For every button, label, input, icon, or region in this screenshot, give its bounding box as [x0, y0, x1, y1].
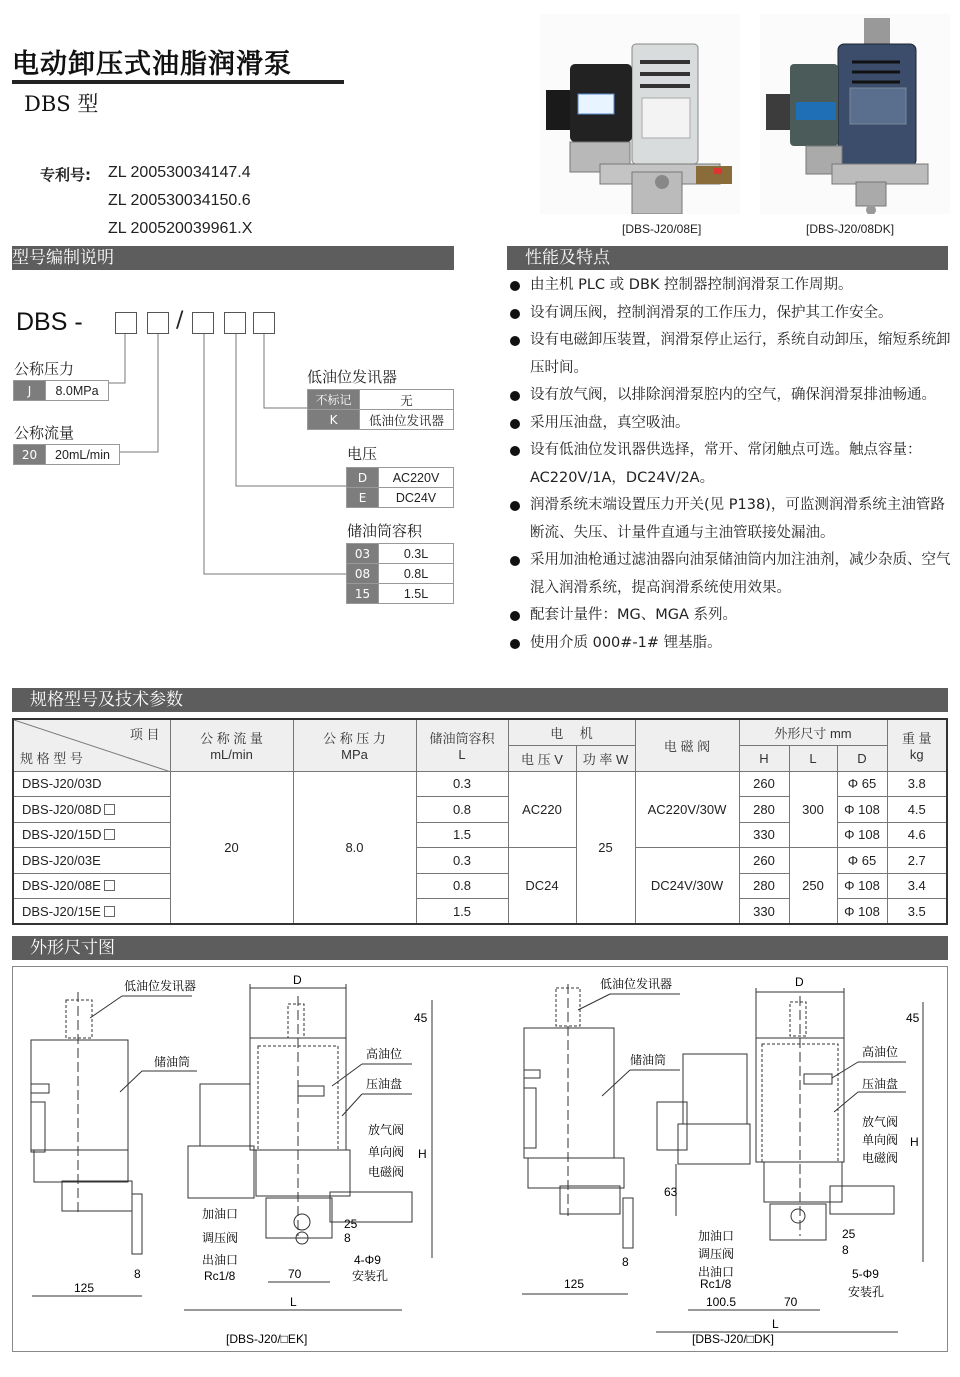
label-low-level: 低油位发讯器 — [124, 979, 197, 993]
h-cell: 330 — [739, 899, 789, 925]
voltage-label: 电压 — [347, 445, 378, 463]
model-type-subtitle: DBS 型 — [24, 92, 99, 116]
label-outlet: 出油口 — [698, 1265, 735, 1279]
code-key: E — [347, 488, 379, 508]
voltage-cell: DC24 — [508, 848, 576, 925]
dim-top: 45 — [906, 1011, 920, 1025]
feature-item: 设有低油位发讯器供选择，常开、常闭触点可选。触点容量：AC220V/1A，DC24V/2A。 — [508, 437, 953, 492]
feature-item: 使用介质 000#-1# 锂基脂。 — [508, 630, 953, 658]
dim-v1: 8 — [842, 1243, 849, 1257]
label-regulator: 调压阀 — [202, 1231, 239, 1245]
d-cell: Φ 108 — [837, 899, 887, 925]
option-box-icon — [104, 829, 115, 840]
flow-label: 公称流量 — [14, 424, 75, 442]
dim-h: H — [910, 1135, 919, 1149]
label-press-plate: 压油盘 — [862, 1077, 899, 1091]
voltage-cell: AC220 — [508, 771, 576, 848]
code-key: 08 — [347, 564, 379, 584]
h-cell: 280 — [739, 797, 789, 823]
corner-header — [13, 719, 170, 771]
dim-h: H — [418, 1147, 427, 1161]
h-cell: 260 — [739, 771, 789, 797]
code-value: DC24V — [379, 488, 454, 508]
header-dim-h: H — [739, 745, 789, 771]
model-cell: DBS-J20/15E — [13, 899, 170, 925]
code-value: 无 — [360, 390, 454, 410]
model-cell: DBS-J20/03E — [13, 848, 170, 874]
photo-caption: [DBS-J20/08E] — [622, 222, 702, 236]
product-photo-08dk — [760, 14, 950, 214]
d-cell: Φ 108 — [837, 873, 887, 899]
patent-label: 专利号: — [40, 166, 91, 184]
label-outlet: 出油口 — [202, 1253, 239, 1267]
header-dim-l: L — [789, 745, 837, 771]
option-box-icon — [104, 906, 115, 917]
dim-offset: 100.5 — [706, 1295, 737, 1309]
dim-top: 45 — [414, 1011, 428, 1025]
code-value: 0.3L — [379, 544, 454, 564]
feature-item: 设有放气阀，以排除润滑泵腔内的空气，确保润滑泵排油畅通。 — [508, 382, 953, 410]
feature-item: 润滑系统末端设置压力开关(见 P138)，可监测润滑系统主油管路断流、失压、计量件直通与主油管联接处漏油。 — [508, 492, 953, 547]
feature-item: 设有电磁卸压装置，润滑泵停止运行，系统自动卸压，缩短系统卸压时间。 — [508, 327, 953, 382]
header-dim-d: D — [837, 745, 887, 771]
header-reservoir: 储油筒容积 L — [416, 719, 508, 771]
reservoir-cell: 0.8 — [416, 797, 508, 823]
code-key: D — [347, 468, 379, 488]
reservoir-label: 储油筒容积 — [347, 522, 423, 540]
code-slash: / — [176, 308, 184, 333]
dimension-drawing-ek — [12, 966, 482, 1352]
feature-list — [508, 272, 953, 657]
dim-l: L — [290, 1295, 297, 1309]
dim-tab: 8 — [622, 1255, 629, 1269]
code-value: 1.5L — [379, 584, 454, 604]
h-cell: 260 — [739, 848, 789, 874]
label-press-plate: 压油盘 — [366, 1077, 403, 1091]
reservoir-cell: 1.5 — [416, 899, 508, 925]
header-motor: 电 机 — [508, 719, 635, 745]
d-cell: Φ 108 — [837, 797, 887, 823]
code-value: 0.8L — [379, 564, 454, 584]
dim-spacing: 70 — [288, 1267, 302, 1281]
option-box-icon — [104, 804, 115, 815]
d-cell: Φ 65 — [837, 848, 887, 874]
table-row — [13, 848, 947, 874]
label-vent: 放气阀 — [368, 1123, 405, 1137]
section-title: 型号编制说明 — [12, 248, 114, 268]
feature-item: 设有调压阀，控制润滑泵的工作压力，保护其工作安全。 — [508, 300, 953, 328]
label-low-level: 低油位发讯器 — [600, 977, 673, 991]
label-fill: 加油口 — [698, 1229, 735, 1243]
option-box-icon — [104, 880, 115, 891]
low-level-code-table — [307, 389, 454, 430]
diagram-caption: [DBS-J20/□DK] — [692, 1332, 774, 1346]
label-fill: 加油口 — [202, 1207, 239, 1221]
h-cell: 330 — [739, 822, 789, 848]
patent-number: ZL 200530034147.4 — [108, 164, 251, 181]
header-weight: 重 量 kg — [887, 719, 947, 771]
model-cell: DBS-J20/08D — [13, 797, 170, 823]
section-header-model-code — [12, 246, 454, 270]
spec-table — [12, 718, 948, 925]
feature-item: 由主机 PLC 或 DBK 控制器控制润滑泵工作周期。 — [508, 272, 953, 300]
section-title: 性能及特点 — [525, 248, 610, 268]
model-code-prefix: DBS - — [16, 308, 83, 336]
l-cell: 250 — [789, 848, 837, 925]
code-value: 8.0MPa — [46, 381, 109, 401]
h-cell: 280 — [739, 873, 789, 899]
corner-bottom-label: 规 格 型 号 — [20, 750, 83, 766]
pressure-cell: 8.0 — [293, 771, 416, 924]
label-solenoid: 电磁阀 — [368, 1165, 405, 1179]
label-high-level: 高油位 — [862, 1045, 899, 1059]
dim-v2: 25 — [842, 1227, 856, 1241]
reservoir-code-table — [346, 543, 454, 604]
diagram-caption: [DBS-J20/□EK] — [226, 1332, 308, 1346]
code-value: AC220V — [379, 468, 454, 488]
weight-cell: 3.5 — [887, 899, 947, 925]
label-high-level: 高油位 — [366, 1047, 403, 1061]
header-motor-voltage: 电 压 V — [508, 745, 576, 771]
low-level-label: 低油位发讯器 — [307, 368, 398, 386]
header-pressure: 公 称 压 力 MPa — [293, 719, 416, 771]
section-header-features — [507, 246, 948, 270]
l-cell: 300 — [789, 771, 837, 848]
solenoid-cell: DC24V/30W — [635, 848, 739, 925]
label-reservoir: 储油筒 — [630, 1053, 667, 1067]
dim-d: D — [795, 975, 804, 989]
header-flow: 公 称 流 量 mL/min — [170, 719, 293, 771]
dim-d: D — [293, 973, 302, 987]
code-key: J — [14, 381, 46, 401]
dim-width: 125 — [564, 1277, 585, 1291]
power-cell: 25 — [576, 771, 635, 924]
table-row — [13, 771, 947, 797]
label-reservoir: 储油筒 — [154, 1055, 191, 1069]
weight-cell: 4.6 — [887, 822, 947, 848]
code-key: 不标记 — [308, 390, 360, 410]
label-holes: 4-Φ9 — [354, 1253, 381, 1267]
section-title: 规格型号及技术参数 — [30, 690, 183, 710]
label-solenoid: 电磁阀 — [862, 1151, 899, 1165]
section-title: 外形尺寸图 — [30, 938, 115, 958]
label-vent: 放气阀 — [862, 1115, 899, 1129]
label-holes-caption: 安装孔 — [352, 1269, 389, 1283]
dim-tab: 8 — [134, 1267, 141, 1281]
voltage-code-table — [346, 467, 454, 508]
dim-width: 125 — [74, 1281, 95, 1295]
model-cell: DBS-J20/15D — [13, 822, 170, 848]
header-dims: 外形尺寸 mm — [739, 719, 887, 745]
code-key: 15 — [347, 584, 379, 604]
label-thread: Rc1/8 — [204, 1269, 236, 1283]
code-key: K — [308, 410, 360, 430]
dim-spacing: 70 — [784, 1295, 798, 1309]
weight-cell: 3.4 — [887, 873, 947, 899]
reservoir-cell: 0.3 — [416, 771, 508, 797]
section-header-dimensions — [12, 936, 948, 960]
reservoir-cell: 0.8 — [416, 873, 508, 899]
code-value: 低油位发讯器 — [360, 410, 454, 430]
section-header-specs — [12, 688, 948, 712]
label-holes: 5-Φ9 — [852, 1267, 879, 1281]
d-cell: Φ 108 — [837, 822, 887, 848]
code-key: 20 — [14, 445, 46, 465]
model-cell: DBS-J20/08E — [13, 873, 170, 899]
code-key: 03 — [347, 544, 379, 564]
patent-number: ZL 200520039961.X — [108, 220, 253, 237]
feature-item: 配套计量件：MG、MGA 系列。 — [508, 602, 953, 630]
d-cell: Φ 65 — [837, 771, 887, 797]
flow-code-table — [13, 444, 120, 465]
header-solenoid: 电 磁 阀 — [635, 719, 739, 771]
reservoir-cell: 1.5 — [416, 822, 508, 848]
weight-cell: 4.5 — [887, 797, 947, 823]
product-photo-08e — [540, 14, 740, 214]
pressure-code-table — [13, 380, 109, 401]
dim-height63: 63 — [664, 1185, 678, 1199]
corner-top-label: 项 目 — [129, 727, 160, 742]
solenoid-cell: AC220V/30W — [635, 771, 739, 848]
label-regulator: 调压阀 — [698, 1247, 735, 1261]
dim-v2: 25 — [344, 1217, 358, 1231]
patent-number: ZL 200530034150.6 — [108, 192, 251, 209]
weight-cell: 3.8 — [887, 771, 947, 797]
code-value: 20mL/min — [46, 445, 120, 465]
dim-l: L — [772, 1317, 779, 1331]
reservoir-cell: 0.3 — [416, 848, 508, 874]
feature-item: 采用加油枪通过滤油器向油泵储油筒内加注油剂，减少杂质、空气混入润滑系统，提高润滑系统使用效果。 — [508, 547, 953, 602]
weight-cell: 2.7 — [887, 848, 947, 874]
label-check: 单向阀 — [862, 1133, 899, 1147]
header-motor-power: 功 率 W — [576, 745, 635, 771]
dimension-drawing-dk — [480, 966, 948, 1352]
photo-caption: [DBS-J20/08DK] — [806, 222, 895, 236]
feature-item: 采用压油盘，真空吸油。 — [508, 410, 953, 438]
flow-cell: 20 — [170, 771, 293, 924]
page-title: 电动卸压式油脂润滑泵 — [12, 49, 292, 80]
title-underline — [12, 80, 344, 84]
dim-v1: 8 — [344, 1231, 351, 1245]
label-holes-caption: 安装孔 — [848, 1285, 885, 1299]
label-check: 单向阀 — [368, 1145, 405, 1159]
label-thread: Rc1/8 — [700, 1277, 732, 1291]
pressure-label: 公称压力 — [14, 360, 75, 378]
model-cell: DBS-J20/03D — [13, 771, 170, 797]
